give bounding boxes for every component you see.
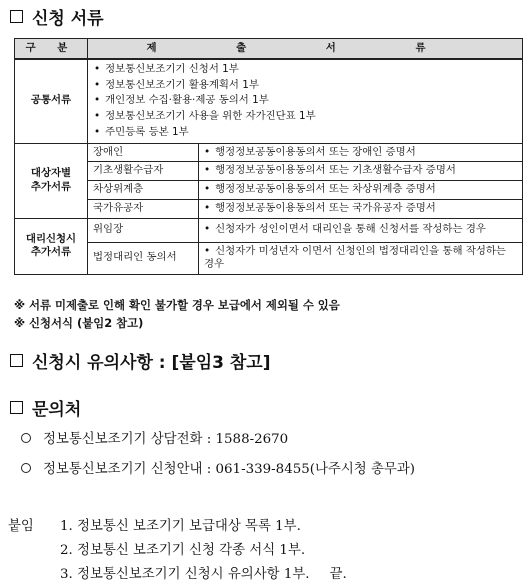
attachment-row: [8, 515, 347, 539]
contact-text: 정보통신보조기기 상담전화 : 1588-2670: [43, 432, 289, 447]
section-notes-heading: [10, 348, 270, 373]
end-mark: 끝.: [329, 567, 347, 582]
header-category: 구 분: [15, 39, 88, 60]
table-row: [15, 218, 523, 242]
section-contact-heading: [10, 395, 81, 420]
checkbox-square-icon: [10, 354, 23, 367]
section-contact-title: 문의처: [32, 400, 82, 420]
contact-line: [21, 458, 415, 477]
list-item: • 주민등록 등본 1부: [94, 125, 517, 141]
target-doc: • 행정정보공동이용동의서 또는 국가유공자 증명서: [199, 199, 523, 218]
proxy-doc: • 신청자가 성인이면서 대리인을 통해 신청서를 작성하는 경우: [199, 218, 523, 242]
documents-table: [14, 38, 523, 275]
target-doc: • 행정정보공동이용동의서 또는 장애인 증명서: [199, 143, 523, 162]
list-item: • 정보통신보조기기 신청서 1부: [94, 62, 517, 78]
table-header-row: [15, 39, 523, 60]
attachment-item: 3. 정보통신보조기기 신청시 유의사항 1부.: [60, 567, 310, 582]
section-docs-title: 신청 서류: [32, 9, 104, 29]
proxy-who: 법정대리인 동의서: [88, 242, 199, 274]
attachments-block: [8, 515, 347, 587]
table-row: [15, 143, 523, 162]
table-row: [15, 199, 523, 218]
target-doc: • 행정정보공동이용동의서 또는 차상위계층 증명서: [199, 181, 523, 200]
list-item: • 정보통신보조기기 활용계획서 1부: [94, 78, 517, 94]
category-target: 대상자별 추가서류: [15, 143, 88, 218]
table-row-common: [15, 59, 523, 143]
attachment-item: 2. 정보통신 보조기기 신청 각종 서식 1부.: [60, 543, 306, 558]
proxy-doc: • 신청자가 미성년자 이면서 신청인의 법정대리인을 통해 작성하는 경우: [199, 242, 523, 274]
circle-bullet-icon: [21, 433, 31, 443]
table-row: [15, 181, 523, 200]
contact-line: [21, 428, 288, 447]
target-who: 기초생활수급자: [88, 162, 199, 181]
list-item: • 개인정보 수집·활용·제공 동의서 1부: [94, 93, 517, 109]
table-row: [15, 162, 523, 181]
note-line: ※ 서류 미제출로 인해 확인 불가할 경우 보급에서 제외될 수 있음: [14, 298, 340, 312]
attachments-label: 붙임: [8, 519, 34, 534]
target-who: 국가유공자: [88, 199, 199, 218]
note-line: ※ 신청서식 (붙임2 참고): [14, 316, 144, 331]
target-doc: • 행정정보공동이용동의서 또는 기초생활수급자 증명서: [199, 162, 523, 181]
checkbox-square-icon: [10, 401, 23, 414]
target-who: 장애인: [88, 143, 199, 162]
attachment-item: 1. 정보통신 보조기기 보급대상 목록 1부.: [60, 519, 301, 534]
header-documents: 제 출 서 류: [88, 39, 523, 60]
circle-bullet-icon: [21, 463, 31, 473]
proxy-who: 위임장: [88, 218, 199, 242]
attachment-row: [8, 539, 347, 563]
table-row: [15, 242, 523, 274]
category-proxy: 대리신청시 추가서류: [15, 218, 88, 274]
checkbox-square-icon: [10, 10, 23, 23]
contact-text: 정보통신보조기기 신청안내 : 061-339-8455(나주시청 총무과): [43, 462, 416, 477]
list-item: • 정보통신보조기기 사용을 위한 자가진단표 1부: [94, 109, 517, 125]
notes-block: [14, 296, 340, 333]
section-notes-title: 신청시 유의사항 : [붙임3 참고]: [32, 353, 271, 373]
attachment-row: [8, 563, 347, 587]
target-who: 차상위계층: [88, 181, 199, 200]
category-common: 공통서류: [15, 59, 88, 143]
section-docs-heading: [10, 4, 104, 29]
common-docs-list: [88, 59, 523, 143]
